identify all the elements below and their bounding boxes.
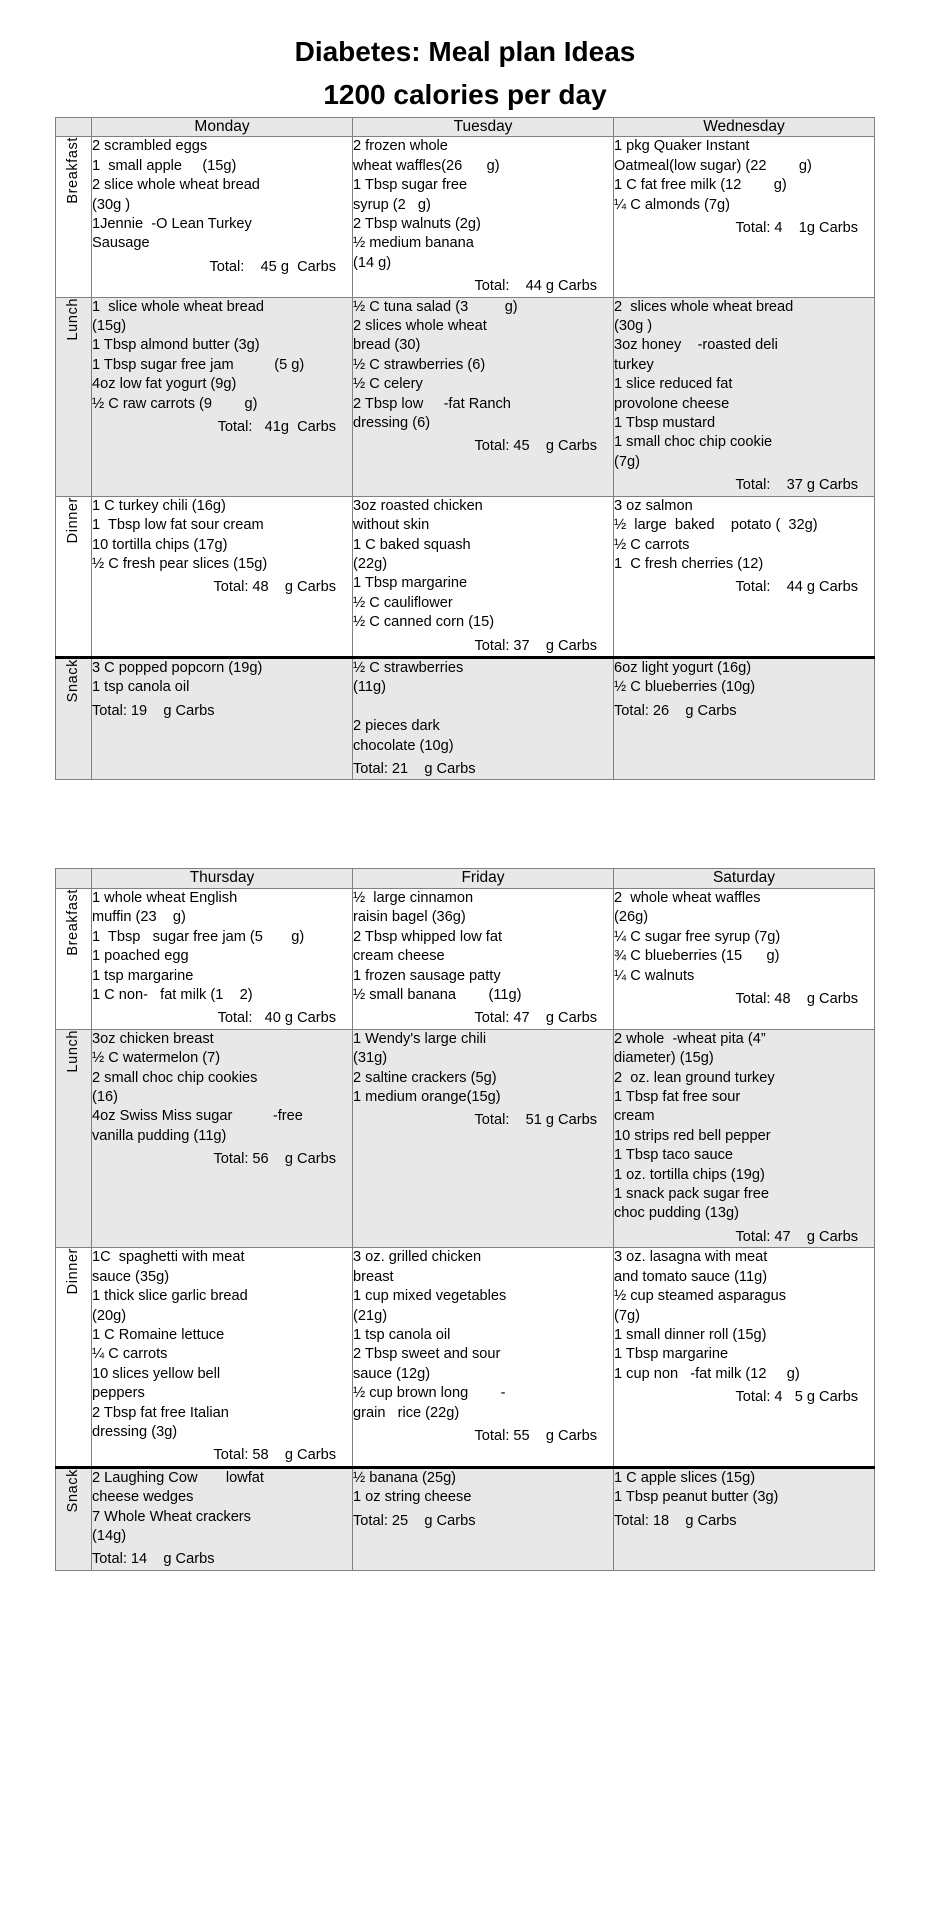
food-item: 1 C apple slices (15g) [614, 1469, 756, 1486]
food-item: 1 Tbsp fat free sour [614, 1089, 741, 1106]
food-item: (14 g) [353, 254, 392, 271]
meal-cell [92, 297, 353, 496]
food-item: ½ large baked potato ( 32g) [614, 517, 818, 534]
food-item-list [92, 137, 352, 253]
food-item-list [614, 298, 874, 473]
food-item: 1 small apple (15g) [92, 157, 237, 174]
carb-total: Total: 55 g Carbs [474, 1427, 597, 1444]
food-item: 1 Tbsp margarine [614, 1346, 729, 1363]
meal-cell-inner [614, 889, 874, 1009]
meal-cell [92, 888, 353, 1029]
carb-total: Total: 4 1g Carbs [735, 220, 858, 236]
day-header-saturday: Saturday [614, 869, 875, 889]
meal-row-dinner [56, 496, 875, 657]
food-item: ½ C celery [353, 376, 423, 393]
carb-total: Total: 45 g Carbs [209, 258, 336, 275]
meal-cell [92, 1248, 353, 1467]
food-item: 1 C fresh cherries (12) [614, 555, 764, 572]
food-item: (21g) [353, 1307, 388, 1324]
food-item: 2 whole -wheat pita (4” [614, 1030, 766, 1047]
meal-cell-inner [92, 1030, 352, 1170]
food-item: 2 Tbsp sweet and sour [353, 1346, 501, 1363]
meal-row-snack [56, 657, 875, 779]
food-item: 2 slice whole wheat bread [92, 177, 260, 194]
food-item: cream [614, 1108, 655, 1125]
food-item: ¼ C walnuts [614, 967, 695, 984]
food-item-list [614, 889, 874, 986]
meal-row-lunch [56, 1029, 875, 1247]
food-item: 7 Whole Wheat crackers [92, 1508, 251, 1525]
food-item: 10 tortilla chips (17g) [92, 536, 228, 553]
food-item: 1 slice whole wheat bread [92, 298, 264, 315]
carb-total: Total: 26 g Carbs [614, 702, 737, 719]
food-item: 2 frozen whole [353, 138, 448, 155]
food-item: 1 whole wheat English [92, 889, 238, 906]
food-item: 1 medium orange(15g) [353, 1089, 501, 1106]
meal-cell-inner [92, 137, 352, 277]
food-item: cheese wedges [92, 1489, 194, 1506]
meal-cell-inner [92, 1248, 352, 1465]
meal-label-snack [56, 657, 92, 779]
food-item: (20g) [92, 1307, 127, 1324]
meal-row-breakfast [56, 888, 875, 1029]
food-item: 3 C popped popcorn (19g) [92, 659, 263, 676]
carb-total: Total: 37 g Carbs [735, 477, 858, 494]
food-item: without skin [353, 517, 430, 534]
carb-total: Total: 45 g Carbs [474, 438, 597, 455]
table-wrap-2 [0, 824, 930, 1570]
carb-total: Total: 51 g Carbs [474, 1112, 597, 1129]
food-item: ½ banana (25g) [353, 1469, 457, 1486]
meal-label-dinner [56, 1248, 92, 1467]
food-item: 1 Tbsp sugar free [353, 177, 468, 194]
food-item-list [614, 497, 874, 575]
food-item-list [92, 659, 352, 698]
food-item: 3 oz. lasagna with meat [614, 1249, 768, 1266]
food-item [353, 698, 613, 717]
day-header-thursday: Thursday [92, 869, 353, 889]
table-body [56, 888, 875, 1570]
food-item-list [614, 137, 874, 215]
carb-total: Total: 40 g Carbs [217, 1010, 336, 1027]
table-body [56, 137, 875, 780]
carb-total: Total: 48 g Carbs [213, 579, 336, 596]
food-item: (22g) [353, 555, 388, 572]
meal-cell [353, 1248, 614, 1467]
carb-total: Total: 19 g Carbs [92, 702, 215, 719]
meal-row-breakfast [56, 137, 875, 297]
food-item: muffin (23 g) [92, 909, 186, 926]
header-row [56, 117, 875, 137]
meal-cell [92, 657, 353, 779]
carb-total: Total: 44 g Carbs [735, 579, 858, 596]
food-item: vanilla pudding (11g) [92, 1127, 227, 1144]
food-item: 1 Tbsp low fat sour cream [92, 517, 264, 534]
carb-total: Total: 41g Carbs [217, 419, 336, 436]
food-item: 2 pieces dark [353, 718, 440, 735]
food-item: 2 Tbsp fat free Italian [92, 1404, 229, 1421]
food-item: 2 whole wheat waffles [614, 889, 761, 906]
meal-cell-inner [614, 137, 874, 238]
carb-total: Total: 47 g Carbs [474, 1010, 597, 1027]
food-item: 1 tsp canola oil [353, 1326, 451, 1343]
food-item: 1Jennie -O Lean Turkey [92, 216, 252, 232]
meal-label-text: Lunch [65, 297, 82, 341]
carb-total: Total: 37 g Carbs [474, 637, 597, 654]
meal-cell [614, 888, 875, 1029]
carb-total: Total: 4 5 g Carbs [735, 1389, 858, 1406]
food-item: ½ C tuna salad (3 g) [353, 298, 518, 315]
meal-cell-inner [353, 889, 613, 1029]
meal-cell [353, 888, 614, 1029]
meal-label-text: Snack [65, 1468, 82, 1513]
food-item: ½ C cauliflower [353, 594, 453, 611]
food-item: 4oz Swiss Miss sugar -free [92, 1108, 303, 1125]
food-item: 1 Tbsp sugar free jam (5 g) [92, 928, 305, 945]
meal-plan-table-week-part-1 [55, 117, 875, 781]
meal-cell [353, 657, 614, 779]
food-item-list [614, 659, 874, 698]
food-item: 1 slice reduced fat [614, 376, 733, 393]
meal-cell-inner [353, 659, 613, 779]
table-corner-cell [56, 117, 92, 137]
meal-label-text: Lunch [65, 1029, 82, 1073]
meal-cell [353, 1029, 614, 1247]
food-item: 2 Tbsp whipped low fat [353, 928, 503, 945]
food-item: 1 small choc chip cookie [614, 434, 773, 451]
food-item: 1 oz string cheese [353, 1489, 472, 1506]
meal-cell-inner [92, 659, 352, 721]
meal-plan-table-week-part-2 [55, 868, 875, 1570]
food-item: and tomato sauce (11g) [614, 1268, 768, 1285]
food-item: 2 slices whole wheat [353, 318, 487, 335]
meal-cell-inner [614, 1030, 874, 1247]
meal-row-lunch [56, 297, 875, 496]
food-item: 2 slices whole wheat bread [614, 298, 794, 315]
food-item-list [614, 1469, 874, 1508]
title-line-1: Diabetes: Meal plan Ideas [294, 36, 636, 67]
food-item-list [353, 497, 613, 633]
meal-cell-inner [92, 497, 352, 598]
food-item-list [92, 889, 352, 1005]
food-item: 1 C turkey chili (16g) [92, 497, 226, 514]
food-item: 3oz honey -roasted deli [614, 337, 778, 354]
food-item: 1 Wendy's large chili [353, 1030, 487, 1047]
food-item: 1 C fat free milk (12 g) [614, 177, 787, 194]
food-item: raisin bagel (36g) [353, 909, 466, 926]
food-item-list [92, 497, 352, 575]
meal-cell [614, 1467, 875, 1570]
food-item: (31g) [353, 1050, 388, 1067]
food-item: 3oz roasted chicken [353, 497, 483, 514]
meal-cell [353, 297, 614, 496]
meal-cell-inner [614, 1469, 874, 1531]
meal-cell-inner [92, 298, 352, 438]
food-item: (7g) [614, 1307, 640, 1324]
food-item-list [353, 1030, 613, 1108]
food-item: ½ C fresh pear slices (15g) [92, 555, 268, 572]
food-item-list [92, 298, 352, 414]
food-item-list [353, 137, 613, 273]
food-item: (15g) [92, 318, 127, 335]
food-item: 3oz chicken breast [92, 1030, 214, 1047]
meal-cell-inner [353, 1469, 613, 1531]
table-wrap-1 [0, 117, 930, 781]
food-item-list [353, 1469, 613, 1508]
food-item: provolone cheese [614, 395, 730, 412]
meal-cell [614, 1029, 875, 1247]
food-item: ½ C blueberries (10g) [614, 679, 756, 696]
meal-cell [353, 496, 614, 657]
food-item: turkey [614, 356, 654, 373]
food-item: 1 Tbsp mustard [614, 415, 716, 432]
food-item: ¾ C blueberries (15 g) [614, 948, 780, 965]
meal-cell [92, 137, 353, 297]
food-item: 1 C Romaine lettuce [92, 1326, 225, 1343]
meal-cell [614, 137, 875, 297]
food-item: ¼ C sugar free syrup (7g) [614, 928, 781, 945]
day-header-monday: Monday [92, 117, 353, 137]
food-item: ½ cup brown long - [353, 1385, 506, 1402]
food-item: 10 slices yellow bell [92, 1365, 221, 1382]
food-item: sauce (12g) [353, 1365, 431, 1382]
meal-label-text: Breakfast [65, 137, 82, 205]
food-item: ½ C strawberries [353, 659, 464, 676]
meal-label-snack [56, 1467, 92, 1570]
meal-cell-inner [614, 1248, 874, 1407]
food-item: 2 oz. lean ground turkey [614, 1069, 775, 1086]
food-item: (30g ) [614, 318, 653, 335]
food-item: ½ medium banana [353, 235, 474, 252]
title-line-2: 1200 calories per day [323, 79, 607, 111]
day-header-friday: Friday [353, 869, 614, 889]
food-item: 1 Tbsp almond butter (3g) [92, 337, 260, 354]
food-item: 1 thick slice garlic bread [92, 1288, 248, 1305]
meal-cell-inner [614, 659, 874, 721]
meal-cell-inner [92, 889, 352, 1029]
table-header [56, 117, 875, 137]
meal-row-dinner [56, 1248, 875, 1467]
food-item: 3 oz salmon [614, 497, 693, 514]
food-item: 2 Tbsp walnuts (2g) [353, 216, 481, 232]
food-item: dressing (3g) [92, 1423, 178, 1440]
food-item: sauce (35g) [92, 1268, 170, 1285]
food-item: (7g) [614, 453, 640, 470]
meal-cell [92, 1467, 353, 1570]
food-item: choc pudding (13g) [614, 1205, 739, 1222]
food-item: ½ cup steamed asparagus [614, 1288, 786, 1305]
food-item: 6oz light yogurt (16g) [614, 659, 752, 676]
food-item: (26g) [614, 909, 649, 926]
food-item: 2 small choc chip cookies [92, 1069, 258, 1086]
food-item: (16) [92, 1089, 118, 1106]
table-corner-cell [56, 869, 92, 889]
food-item: ½ large cinnamon [353, 889, 474, 906]
carb-total: Total: 58 g Carbs [213, 1447, 336, 1464]
food-item: 1 Tbsp peanut butter (3g) [614, 1489, 779, 1506]
food-item: ½ C carrots [614, 536, 690, 553]
food-item: 1 Tbsp margarine [353, 575, 468, 592]
food-item: 2 saltine crackers (5g) [353, 1069, 497, 1086]
meal-label-breakfast [56, 137, 92, 297]
table-spacer [0, 780, 930, 824]
carb-total: Total: 14 g Carbs [92, 1551, 215, 1568]
food-item: 1 Tbsp sugar free jam (5 g) [92, 356, 305, 373]
food-item: 1 poached egg [92, 948, 189, 965]
food-item: dressing (6) [353, 415, 431, 432]
food-item: 2 Tbsp low -fat Ranch [353, 395, 511, 412]
food-item: ½ C canned corn (15) [353, 614, 495, 631]
meal-label-text: Dinner [65, 1248, 82, 1295]
carb-total: Total: 21 g Carbs [353, 760, 476, 777]
day-header-tuesday: Tuesday [353, 117, 614, 137]
meal-cell-inner [614, 497, 874, 598]
carb-total: Total: 18 g Carbs [614, 1512, 737, 1529]
food-item: 1 oz. tortilla chips (19g) [614, 1166, 765, 1183]
meal-cell-inner [353, 298, 613, 457]
food-item: 2 Laughing Cow lowfat [92, 1469, 264, 1486]
meal-cell [353, 137, 614, 297]
food-item-list [353, 1248, 613, 1423]
meal-cell [353, 1467, 614, 1570]
food-item: peppers [92, 1385, 145, 1402]
food-item-list [353, 659, 613, 756]
food-item: 1 pkg Quaker Instant [614, 138, 750, 155]
food-item: 1 frozen sausage patty [353, 967, 501, 984]
meal-label-dinner [56, 496, 92, 657]
meal-cell [92, 1029, 353, 1247]
food-item-list [614, 1248, 874, 1384]
food-item-list [92, 1248, 352, 1442]
food-item: 1 cup mixed vegetables [353, 1288, 507, 1305]
food-item: (11g) [353, 679, 386, 696]
meal-label-lunch [56, 1029, 92, 1247]
food-item: ½ C strawberries (6) [353, 356, 486, 373]
food-item: cream cheese [353, 948, 445, 965]
food-item: 1 C non- fat milk (1 2) [92, 987, 253, 1003]
food-item: breast [353, 1268, 394, 1285]
meal-cell-inner [353, 1248, 613, 1446]
meal-cell-inner [353, 1030, 613, 1131]
food-item: 1 small dinner roll (15g) [614, 1326, 767, 1343]
food-item-list [92, 1469, 352, 1547]
meal-cell [614, 297, 875, 496]
food-item: 1 snack pack sugar free [614, 1186, 769, 1203]
food-item: Oatmeal(low sugar) (22 g) [614, 157, 812, 174]
carb-total: Total: 44 g Carbs [474, 278, 597, 295]
day-header-wednesday: Wednesday [614, 117, 875, 137]
food-item: wheat waffles(26 g) [353, 157, 500, 174]
food-item: 1 Tbsp taco sauce [614, 1147, 733, 1164]
carb-total: Total: 25 g Carbs [353, 1512, 476, 1529]
header-row [56, 869, 875, 889]
meal-cell-inner [353, 137, 613, 296]
meal-cell [614, 496, 875, 657]
meal-row-snack [56, 1467, 875, 1570]
carb-total: Total: 56 g Carbs [213, 1151, 336, 1168]
meal-label-text: Breakfast [65, 888, 82, 956]
food-item: (30g ) [92, 196, 131, 213]
meal-label-lunch [56, 297, 92, 496]
food-item: grain rice (22g) [353, 1404, 460, 1421]
food-item: 10 strips red bell pepper [614, 1127, 771, 1144]
food-item: 1 tsp canola oil [92, 679, 190, 696]
food-item: ½ small banana (11g) [353, 987, 522, 1003]
food-item: Sausage [92, 235, 150, 252]
food-item: diameter) (15g) [614, 1050, 714, 1067]
meal-label-text: Snack [65, 658, 82, 703]
food-item: ¼ C carrots [92, 1346, 168, 1363]
food-item-list [614, 1030, 874, 1224]
page-title [0, 0, 930, 117]
meal-cell [614, 1248, 875, 1467]
food-item: 1C spaghetti with meat [92, 1249, 245, 1266]
meal-cell-inner [614, 298, 874, 496]
food-item: 1 tsp margarine [92, 967, 194, 984]
food-item-list [353, 889, 613, 1005]
food-item-list [353, 298, 613, 434]
food-item: ½ C watermelon (7) [92, 1050, 221, 1067]
food-item: 1 cup non -fat milk (12 g) [614, 1365, 800, 1382]
meal-label-text: Dinner [65, 496, 82, 544]
meal-cell [614, 657, 875, 779]
food-item: ½ C raw carrots (9 g) [92, 395, 258, 412]
food-item: syrup (2 g) [353, 196, 431, 213]
food-item: 2 scrambled eggs [92, 138, 208, 155]
food-item: (14g) [92, 1527, 127, 1544]
meal-label-breakfast [56, 888, 92, 1029]
food-item: 1 C baked squash [353, 536, 471, 553]
food-item-list [92, 1030, 352, 1146]
meal-cell [92, 496, 353, 657]
food-item: bread (30) [353, 337, 421, 354]
table-header [56, 869, 875, 889]
food-item: 3 oz. grilled chicken [353, 1249, 482, 1266]
food-item: chocolate (10g) [353, 737, 454, 754]
food-item: 4oz low fat yogurt (9g) [92, 376, 237, 393]
food-item: ¼ C almonds (7g) [614, 196, 730, 213]
meal-cell-inner [353, 497, 613, 656]
meal-cell-inner [92, 1469, 352, 1570]
carb-total: Total: 48 g Carbs [735, 991, 858, 1007]
carb-total: Total: 47 g Carbs [735, 1228, 858, 1245]
